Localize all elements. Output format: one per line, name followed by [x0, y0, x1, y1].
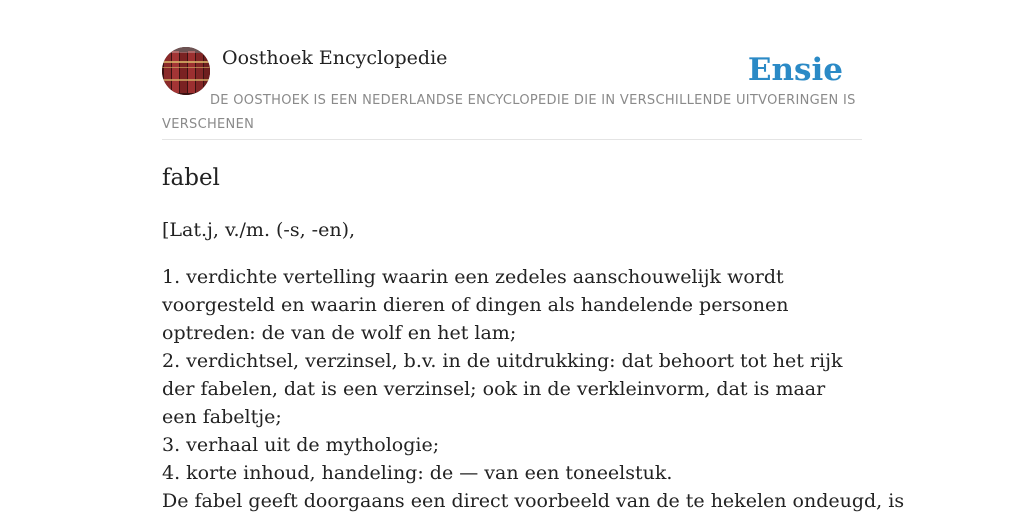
definition-item: 1. verdichte vertelling waarin een zedeles aanschouwelijk wordt voorgesteld en waarin dieren of dingen als handelende personen optreden: de van de wolf en het lam;	[162, 266, 789, 344]
source-name-link[interactable]: Oosthoek Encyclopedie	[222, 47, 448, 69]
article-container	[162, 0, 905, 512]
definition-item: 3. verhaal uit de mythologie;	[162, 434, 440, 456]
source-header	[162, 0, 862, 140]
brand-logo-link[interactable]: Ensie	[747, 52, 843, 88]
book-spines-icon	[162, 47, 210, 95]
definition-item: 4. korte inhoud, handeling: de — van een toneelstuk.	[162, 462, 673, 484]
source-avatar[interactable]	[162, 47, 210, 95]
entry-paragraph: De fabel geeft doorgaans een direct voorbeeld van de te hekelen ondeugd, is	[162, 490, 905, 512]
entry-etymology: [Lat.j, v./m. (-s, -en),	[162, 219, 356, 241]
entry-title: fabel	[162, 165, 220, 191]
definition-item: 2. verdichtsel, verzinsel, b.v. in de uitdrukking: dat behoort tot het rijk der fabelen, dat is een verzinsel; ook in de verkleinvorm, dat is maar een fabeltje;	[162, 350, 843, 428]
entry-definitions	[162, 263, 862, 487]
source-tagline: DE OOSTHOEK IS EEN NEDERLANDSE ENCYCLOPEDIE DIE IN VERSCHILLENDE UITVOERINGEN IS VERSCHENEN	[162, 93, 856, 132]
